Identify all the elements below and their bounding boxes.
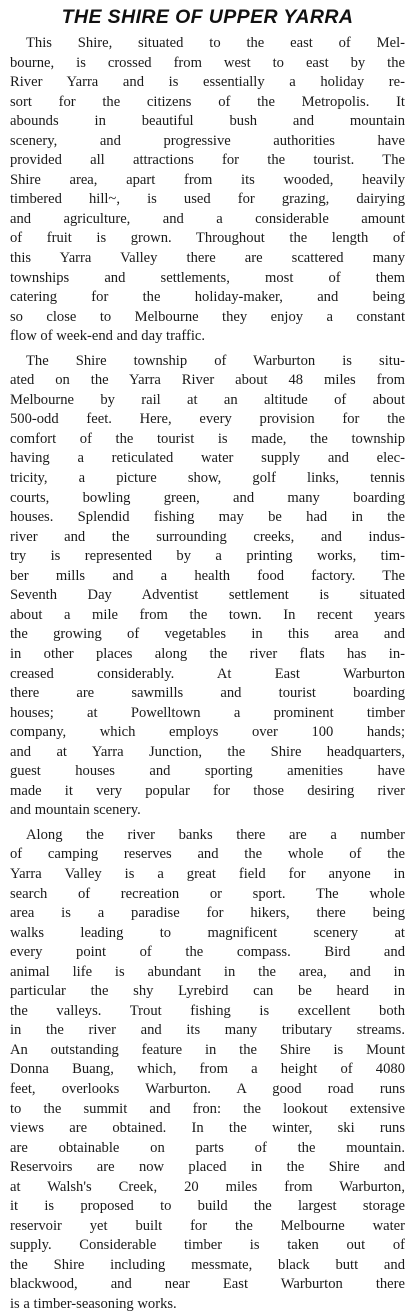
paragraph-line: area is a paradise for hikers, there being (10, 905, 405, 922)
paragraph-line: it is proposed to build the largest storage (10, 1198, 405, 1215)
paragraph-line: reservoir yet built for the Melbourne water (10, 1217, 405, 1234)
paragraph-line: River Yarra and is essentially a holiday re- (10, 74, 405, 91)
paragraph-line: Seventh Day Adventist settlement is situated (10, 587, 405, 604)
paragraph-line: catering for the holiday-maker, and being (10, 289, 405, 306)
paragraph-line: having a reticulated water supply and elec- (10, 450, 405, 467)
paragraph-line: Yarra Valley is a great field for anyone in (10, 865, 405, 882)
paragraph-line: and agriculture, and a considerable amount (10, 210, 405, 227)
article-paragraph (10, 826, 405, 1315)
paragraph-line: feet, overlooks Warburton. A good road runs (10, 1080, 405, 1097)
paragraph-line: in other places along the river flats has in- (10, 645, 405, 662)
paragraph-line: Along the river banks there are a number (26, 826, 405, 843)
paragraph-line: courts, bowling green, and many boarding (10, 489, 405, 506)
paragraph-line: Shire area, apart from its wooded, heavily (10, 171, 405, 188)
paragraph-line: Donna Buang, which, from a height of 4080 (10, 1061, 405, 1078)
paragraph-line: supply. Considerable timber is taken out of (10, 1237, 405, 1254)
paragraph-line: at Walsh's Creek, 20 miles from Warburton, (10, 1178, 405, 1195)
paragraph-line: walks leading to magnificent scenery at (10, 924, 405, 941)
paragraph-line: comfort of the tourist is made, the township (10, 430, 405, 447)
paragraph-line: Reservoirs are now placed in the Shire and (10, 1159, 405, 1176)
paragraph-line: tricity, a picture show, golf links, tennis (10, 470, 405, 487)
paragraph-line: This Shire, situated to the east of Mel- (26, 35, 405, 51)
paragraph-line: An outstanding feature in the Shire is Mount (10, 1041, 405, 1058)
paragraph-line: to the summit and fron: the lookout extensive (10, 1100, 405, 1117)
article-title: THE SHIRE OF UPPER YARRA (61, 6, 354, 28)
paragraph-line: townships and settlements, most of them (10, 269, 405, 286)
paragraph-line: particular the shy Lyrebird can be heard in (10, 983, 405, 1000)
paragraph-line: blackwood, and near East Warburton there (10, 1276, 405, 1293)
paragraph-line: animal life is abundant in the area, and in (10, 963, 405, 980)
paragraph-line: guest houses and sporting amenities have (10, 763, 405, 780)
paragraph-line: this Yarra Valley there are scattered many (10, 250, 405, 267)
paragraph-line: sort for the citizens of the Metropolis. It (10, 93, 405, 110)
paragraph-line: and at Yarra Junction, the Shire headquarters, (10, 743, 405, 760)
paragraph-line: houses. Splendid fishing may be had in the (10, 509, 405, 526)
paragraph-line: The Shire township of Warburton is situ- (26, 352, 405, 369)
article-paragraph (10, 34, 405, 347)
paragraph-line: company, which employs over 100 hands; (10, 724, 405, 741)
paragraph-line: of fruit is grown. Throughout the length of (10, 230, 405, 247)
article-body (10, 34, 405, 1315)
paragraph-line: of camping reserves and the whole of the (10, 846, 405, 863)
paragraph-line: 500-odd feet. Here, every provision for the (10, 411, 405, 428)
paragraph-line: search of recreation or sport. The whole (10, 885, 405, 902)
paragraph-line: there are sawmills and tourist boarding (10, 685, 405, 702)
paragraph-line: timbered hill~, is used for grazing, dairying (10, 191, 405, 208)
paragraph-line: so close to Melbourne they enjoy a constant (10, 308, 405, 325)
paragraph-line: the valleys. Trout fishing is excellent both (10, 1002, 405, 1019)
paragraph-line: the Shire including messmate, black butt and (10, 1256, 405, 1273)
paragraph-line: river and the surrounding creeks, and indus- (10, 528, 405, 545)
paragraph-line: Melbourne by rail at an altitude of about (10, 391, 405, 408)
paragraph-line: every point of the compass. Bird and (10, 944, 405, 961)
article-paragraph (10, 352, 405, 821)
paragraph-line: provided all attractions for the tourist. The (10, 152, 405, 169)
paragraph-line: try is represented by a printing works, tim- (10, 548, 405, 565)
paragraph-line: is a timber-seasoning works. (10, 1296, 177, 1312)
paragraph-line: bourne, is crossed from west to east by the (10, 54, 405, 71)
paragraph-line: about a mile from the town. In recent years (10, 606, 405, 623)
paragraph-line: ber mills and a health food factory. The (10, 567, 405, 584)
paragraph-line: creased considerably. At East Warburton (10, 665, 405, 682)
paragraph-line: ated on the Yarra River about 48 miles from (10, 372, 405, 389)
paragraph-line: made it very popular for those desiring river (10, 782, 405, 799)
paragraph-line: flow of week-end and day traffic. (10, 328, 206, 345)
paragraph-line: scenery, and progressive authorities have (10, 132, 405, 149)
paragraph-line: houses; at Powelltown a prominent timber (10, 704, 405, 721)
paragraph-line: views are obtained. In the winter, ski runs (10, 1120, 405, 1137)
paragraph-line: and mountain scenery. (10, 802, 141, 819)
paragraph-line: in the river and its many tributary streams. (10, 1022, 405, 1039)
paragraph-line: abounds in beautiful bush and mountain (10, 113, 405, 130)
paragraph-line: are obtainable on parts of the mountain. (10, 1139, 405, 1156)
paragraph-line: the growing of vegetables in this area and (10, 626, 405, 643)
